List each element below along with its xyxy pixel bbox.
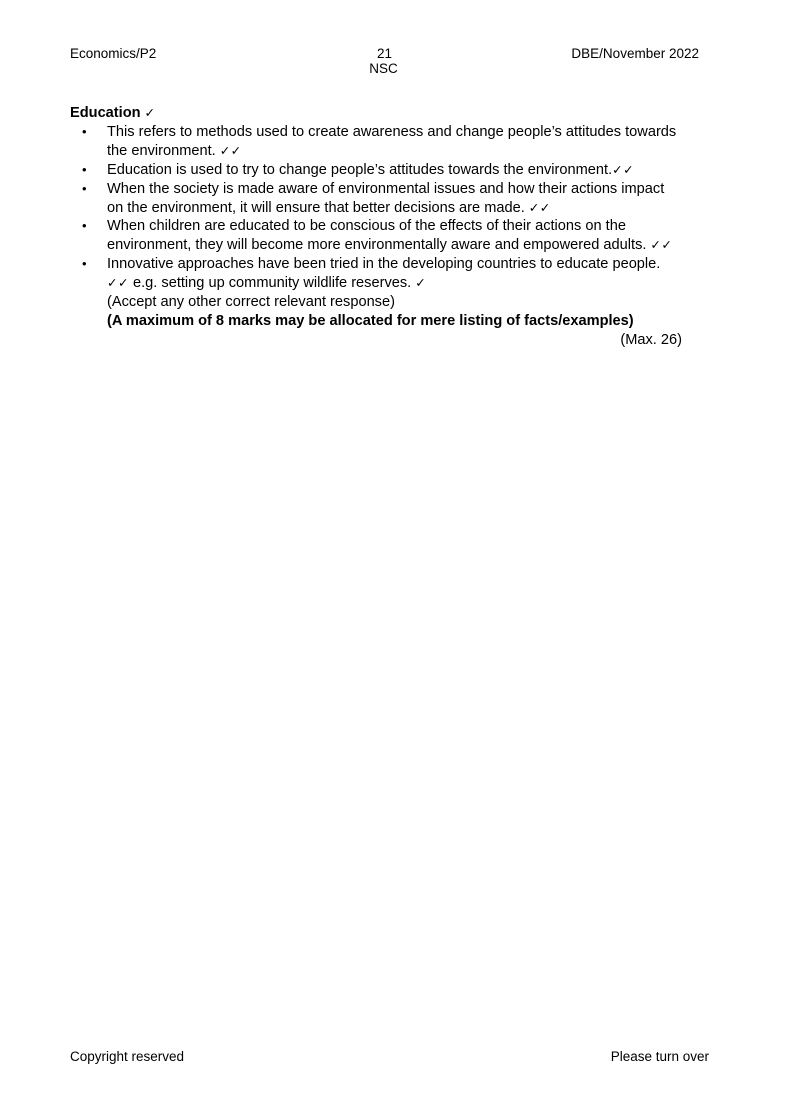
- list-item: [70, 217, 682, 255]
- bullet-text: Innovative approaches have been tried in the developing countries to educate people.: [107, 256, 661, 273]
- bullet-text: This refers to methods used to create awareness and change people’s attitudes towards the environment.: [107, 123, 677, 159]
- heading-mark-icon: ✓: [144, 106, 156, 120]
- section-heading: [70, 104, 682, 123]
- copyright-notice: Copyright reserved: [70, 1049, 185, 1064]
- tick-mark-icon: ✓✓: [612, 162, 635, 177]
- tick-mark-icon: ✓✓: [524, 200, 551, 215]
- page-number: 21: [376, 46, 393, 61]
- list-item: [70, 180, 682, 218]
- tick-mark-icon: ✓: [411, 276, 427, 291]
- maximum-marks-note: (A maximum of 8 marks may be allocated for mere listing of facts/examples): [107, 312, 634, 329]
- tick-mark-icon: ✓✓: [107, 276, 129, 291]
- turn-over-notice: Please turn over: [610, 1049, 709, 1064]
- header-subject-label: Economics/P2: [70, 46, 157, 61]
- answer-bullet-list: [70, 123, 682, 293]
- list-item: [70, 255, 682, 293]
- bullet-text: Education is used to try to change people’s attitudes towards the environment.: [107, 161, 613, 178]
- list-item: [70, 161, 682, 180]
- section-heading-text: Education: [70, 105, 141, 121]
- page-header: [70, 46, 699, 82]
- exam-label: NSC: [369, 61, 398, 76]
- tick-mark-icon: ✓✓: [215, 143, 242, 158]
- list-item: [70, 123, 682, 161]
- bullet-text: When the society is made aware of environmental issues and how their actions impact on the environment, it will ensure that better decisions are made.: [107, 180, 665, 216]
- accept-note: (Accept any other correct relevant response): [107, 294, 395, 311]
- max-marks-total: (Max. 26): [620, 331, 682, 348]
- bullet-text: When children are educated to be conscious of the effects of their actions on the environment, they will become more environmentally aware and empowered adults.: [107, 218, 647, 254]
- bullet-text-example: e.g. setting up community wildlife reserves.: [128, 275, 412, 292]
- page-content: [70, 104, 682, 350]
- tick-mark-icon: ✓✓: [646, 238, 673, 253]
- header-exam-session: DBE/November 2022: [571, 46, 699, 61]
